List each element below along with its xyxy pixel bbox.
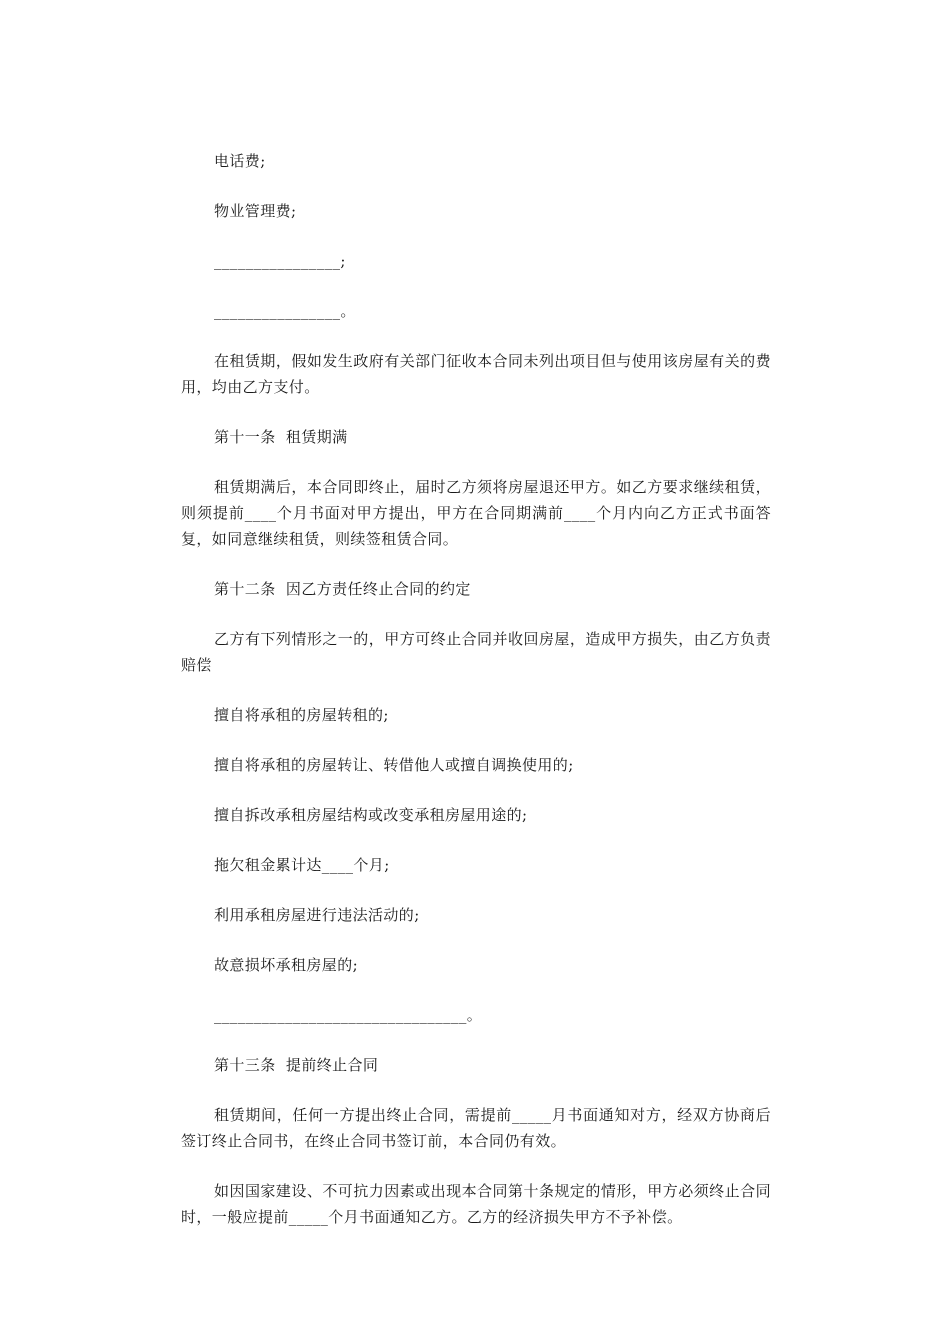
paragraph-phone-fee: 电话费; xyxy=(214,152,266,170)
paragraph-termination-conditions: 乙方有下列情形之一的，甲方可终止合同并收回房屋，造成甲方损失，由乙方负责赔偿 xyxy=(181,630,771,674)
document-page xyxy=(181,148,771,1254)
paragraph-blank-line-2: ________________。 xyxy=(214,302,356,320)
heading-article-12: 第十二条 因乙方责任终止合同的约定 xyxy=(214,580,471,598)
heading-article-11: 第十一条 租赁期满 xyxy=(214,428,348,446)
paragraph-blank-line-1: ________________; xyxy=(214,252,346,270)
list-item-damage: 故意损坏承租房屋的; xyxy=(214,956,359,974)
paragraph-government-fees: 在租赁期，假如发生政府有关部门征收本合同未列出项目但与使用该房屋有关的费用，均由乙方支付。 xyxy=(181,352,771,396)
list-item-transfer: 擅自将承租的房屋转让、转借他人或擅自调换使用的; xyxy=(214,756,574,774)
list-item-alter-structure: 擅自拆改承租房屋结构或改变承租房屋用途的; xyxy=(214,806,528,824)
list-item-illegal-activity: 利用承租房屋进行违法活动的; xyxy=(214,906,420,924)
paragraph-lease-expiry: 租赁期满后，本合同即终止，届时乙方须将房屋退还甲方。如乙方要求继续租赁，则须提前____个月书面对甲方提出，甲方在合同期满前____个月内向乙方正式书面答复，如同意继续租赁，则续签租赁合同。 xyxy=(181,478,771,548)
paragraph-early-termination: 租赁期间，任何一方提出终止合同，需提前_____月书面通知对方，经双方协商后签订终止合同书，在终止合同书签订前，本合同仍有效。 xyxy=(181,1106,771,1150)
paragraph-property-fee: 物业管理费; xyxy=(214,202,297,220)
list-item-blank: ________________________________。 xyxy=(214,1006,483,1024)
list-item-sublet: 擅自将承租的房屋转租的; xyxy=(214,706,389,724)
paragraph-force-majeure: 如因国家建设、不可抗力因素或出现本合同第十条规定的情形，甲方必须终止合同时，一般应提前_____个月书面通知乙方。乙方的经济损失甲方不予补偿。 xyxy=(181,1182,771,1226)
heading-article-13: 第十三条 提前终止合同 xyxy=(214,1056,379,1074)
list-item-rent-arrears: 拖欠租金累计达____个月; xyxy=(214,856,390,874)
